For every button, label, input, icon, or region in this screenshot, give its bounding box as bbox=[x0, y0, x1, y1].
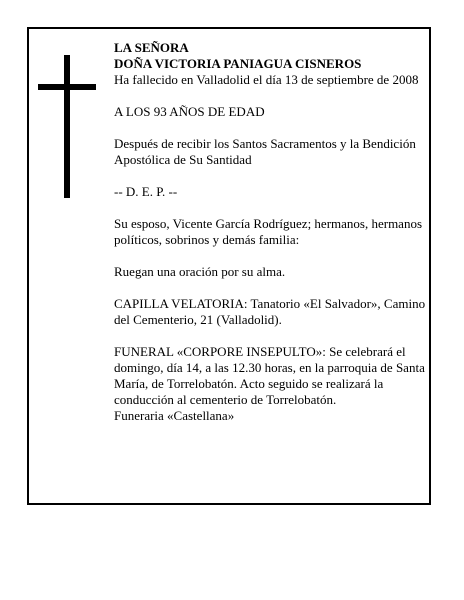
death-statement: Ha fallecido en Valladolid el día 13 de septiembre de 2008 bbox=[114, 72, 419, 87]
sacraments-statement: Después de recibir los Santos Sacramentos y la Bendición Apostólica de Su Santidad bbox=[114, 136, 416, 167]
prayer-request: Ruegan una oración por su alma. bbox=[114, 264, 286, 279]
rip-line: -- D. E. P. -- bbox=[114, 184, 178, 199]
funeral-home: Funeraria «Castellana» bbox=[114, 408, 235, 423]
chapel-info: CAPILLA VELATORIA: Tanatorio «El Salvador», Camino del Cementerio, 21 (Valladolid). bbox=[114, 296, 426, 327]
funeral-info: FUNERAL «CORPORE INSEPULTO»: Se celebrará el domingo, día 14, a las 12.30 horas, en la parroquia de Santa María, de Torrelobatón. Acto seguido se realizará la conducción al cementerio de Torrelobatón. bbox=[114, 344, 425, 407]
cross-vertical-bar bbox=[64, 55, 70, 198]
obituary-text bbox=[114, 40, 426, 424]
notice-title: LA SEÑORA bbox=[114, 40, 189, 55]
cross-horizontal-bar bbox=[38, 84, 96, 90]
age-statement: A LOS 93 AÑOS DE EDAD bbox=[114, 104, 265, 119]
deceased-name: DOÑA VICTORIA PANIAGUA CISNEROS bbox=[114, 56, 362, 71]
family-statement: Su esposo, Vicente García Rodríguez; hermanos, hermanos políticos, sobrinos y demás familia: bbox=[114, 216, 423, 247]
